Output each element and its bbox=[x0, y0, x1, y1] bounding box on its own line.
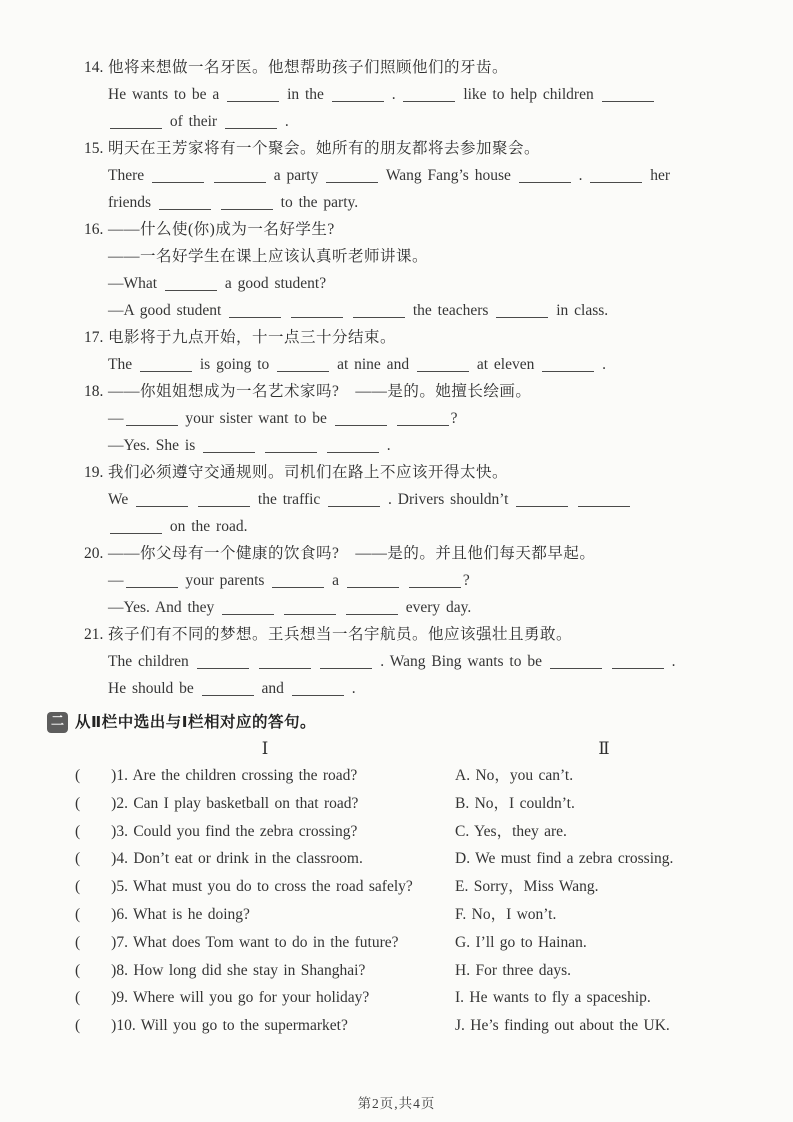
section-title: 从Ⅱ栏中选出与Ⅰ栏相对应的答句。 bbox=[75, 713, 316, 731]
chinese-prompt: ——你姐姐想成为一名艺术家吗? ——是的。她擅长绘画。 bbox=[108, 383, 532, 400]
chinese-prompt: 我们必须遵守交通规则。司机们在路上不应该开得太快。 bbox=[108, 464, 509, 481]
match-answer: J. He’s finding out about the UK. bbox=[455, 1017, 670, 1035]
match-row bbox=[47, 957, 753, 985]
column-2-header: Ⅱ bbox=[598, 739, 610, 758]
answer-blank bbox=[335, 412, 387, 426]
match-answer: H. For three days. bbox=[455, 961, 571, 979]
match-answer: C. Yes，they are. bbox=[455, 822, 567, 840]
answer-blank bbox=[203, 439, 255, 453]
answer-blank bbox=[590, 169, 642, 183]
answer-blank bbox=[346, 601, 398, 615]
match-row bbox=[47, 901, 753, 929]
match-row bbox=[47, 762, 753, 790]
english-fill-line: —Yes. And they every day. bbox=[108, 599, 472, 616]
chinese-prompt: ——一名好学生在课上应该认真听老师讲课。 bbox=[108, 248, 429, 265]
english-fill-line: The is going to at nine and at eleven . bbox=[108, 356, 606, 373]
match-question: ( )5. What must you do to cross the road safely? bbox=[75, 878, 413, 896]
english-fill-line: He should be and . bbox=[108, 680, 356, 697]
chinese-prompt: ——什么使(你)成为一名好学生? bbox=[108, 221, 335, 238]
answer-blank bbox=[403, 88, 455, 102]
answer-blank bbox=[326, 169, 378, 183]
match-row bbox=[47, 1012, 753, 1040]
match-row bbox=[47, 818, 753, 846]
english-fill-line: on the road. bbox=[108, 513, 735, 540]
answer-blank bbox=[602, 88, 654, 102]
answer-blank bbox=[165, 277, 217, 291]
answer-blank bbox=[272, 574, 324, 588]
answer-blank bbox=[259, 655, 311, 669]
page-footer: 第2页,共4页 bbox=[357, 1096, 436, 1111]
answer-blank bbox=[202, 682, 254, 696]
match-answer: D. We must find a zebra crossing. bbox=[455, 850, 674, 868]
answer-blank bbox=[292, 682, 344, 696]
section-header bbox=[47, 709, 753, 735]
answer-blank bbox=[126, 412, 178, 426]
exercise-item-16 bbox=[85, 216, 735, 324]
answer-blank bbox=[397, 412, 449, 426]
chinese-line bbox=[85, 54, 735, 81]
exercise-item-21 bbox=[85, 621, 735, 702]
match-answer: F. No，I won’t. bbox=[455, 905, 557, 923]
match-row bbox=[47, 790, 753, 818]
english-fill-line: — your parents a ? bbox=[108, 572, 470, 589]
answer-blank bbox=[152, 169, 204, 183]
match-answer: G. I’ll go to Hainan. bbox=[455, 933, 587, 951]
match-row bbox=[47, 984, 753, 1012]
answer-blank bbox=[516, 493, 568, 507]
answer-blank bbox=[265, 439, 317, 453]
item-number: 20. bbox=[84, 545, 104, 562]
exercise-item-14 bbox=[85, 54, 735, 135]
answer-blank bbox=[328, 493, 380, 507]
answer-blank bbox=[229, 304, 281, 318]
chinese-line bbox=[85, 540, 735, 567]
exercise-item-20 bbox=[85, 540, 735, 621]
column-headers bbox=[47, 735, 753, 762]
item-number: 17. bbox=[84, 329, 104, 346]
section-number-badge: 二 bbox=[47, 712, 68, 733]
english-fill-line: —What a good student? bbox=[108, 275, 327, 292]
chinese-line bbox=[85, 324, 735, 351]
answer-blank bbox=[277, 358, 329, 372]
match-question: ( )4. Don’t eat or drink in the classroom. bbox=[75, 850, 363, 868]
item-number: 21. bbox=[84, 626, 104, 643]
answer-blank bbox=[198, 493, 250, 507]
answer-blank bbox=[347, 574, 399, 588]
english-fill-line: There a party Wang Fang’s house . her bbox=[108, 167, 671, 184]
english-fill-line: — your sister want to be ? bbox=[108, 410, 458, 427]
match-question: ( )8. How long did she stay in Shanghai? bbox=[75, 961, 366, 979]
match-question: ( )7. What does Tom want to do in the future? bbox=[75, 933, 399, 951]
answer-blank bbox=[417, 358, 469, 372]
chinese-prompt: ——你父母有一个健康的饮食吗? ——是的。并且他们每天都早起。 bbox=[108, 545, 596, 562]
matching-section bbox=[0, 709, 793, 1040]
chinese-line bbox=[85, 216, 735, 243]
answer-blank bbox=[110, 520, 162, 534]
answer-blank bbox=[136, 493, 188, 507]
answer-blank bbox=[291, 304, 343, 318]
chinese-prompt: 明天在王芳家将有一个聚会。她所有的朋友都将去参加聚会。 bbox=[108, 140, 541, 157]
answer-blank bbox=[320, 655, 372, 669]
answer-blank bbox=[222, 601, 274, 615]
exercise-item-19 bbox=[85, 459, 735, 540]
english-fill-line: —Yes. She is . bbox=[108, 437, 391, 454]
answer-blank bbox=[140, 358, 192, 372]
match-question: ( )10. Will you go to the supermarket? bbox=[75, 1017, 348, 1035]
english-fill-line: He wants to be a in the . like to help children bbox=[108, 81, 735, 108]
chinese-prompt: 电影将于九点开始，十一点三十分结束。 bbox=[108, 329, 397, 346]
chinese-prompt: 孩子们有不同的梦想。王兵想当一名宇航员。他应该强壮且勇敢。 bbox=[108, 626, 573, 643]
match-answer: A. No，you can’t. bbox=[455, 767, 574, 784]
answer-blank bbox=[519, 169, 571, 183]
item-number: 14. bbox=[84, 59, 104, 76]
item-number: 15. bbox=[84, 140, 104, 157]
english-fill-line: —A good student the teachers in class. bbox=[108, 302, 609, 319]
answer-blank bbox=[612, 655, 664, 669]
answer-blank bbox=[221, 196, 273, 210]
chinese-line bbox=[108, 243, 735, 270]
match-question: ( )6. What is he doing? bbox=[75, 905, 250, 923]
item-number: 16. bbox=[84, 221, 104, 238]
answer-blank bbox=[214, 169, 266, 183]
match-answer: I. He wants to fly a spaceship. bbox=[455, 989, 651, 1007]
match-row bbox=[47, 929, 753, 957]
answer-blank bbox=[332, 88, 384, 102]
match-row bbox=[47, 845, 753, 873]
english-fill-line: friends to the party. bbox=[108, 194, 359, 211]
answer-blank bbox=[542, 358, 594, 372]
answer-blank bbox=[353, 304, 405, 318]
match-question: ( )2. Can I play basketball on that road? bbox=[75, 794, 359, 812]
item-number: 19. bbox=[84, 464, 104, 481]
answer-blank bbox=[225, 115, 277, 129]
english-fill-line: We the traffic . Drivers shouldn’t bbox=[108, 486, 735, 513]
chinese-line bbox=[85, 378, 735, 405]
chinese-prompt: 他将来想做一名牙医。他想帮助孩子们照顾他们的牙齿。 bbox=[108, 59, 509, 76]
item-number: 18. bbox=[84, 383, 104, 400]
exercise-item-15 bbox=[85, 135, 735, 216]
answer-blank bbox=[227, 88, 279, 102]
answer-blank bbox=[159, 196, 211, 210]
answer-blank bbox=[327, 439, 379, 453]
chinese-line bbox=[85, 459, 735, 486]
answer-blank bbox=[409, 574, 461, 588]
answer-blank bbox=[496, 304, 548, 318]
match-question: ( )9. Where will you go for your holiday? bbox=[75, 989, 370, 1007]
match-question: ( )3. Could you find the zebra crossing? bbox=[75, 822, 358, 840]
answer-blank bbox=[110, 115, 162, 129]
answer-blank bbox=[126, 574, 178, 588]
answer-blank bbox=[578, 493, 630, 507]
chinese-line bbox=[85, 135, 735, 162]
english-fill-line: The children . Wang Bing wants to be . bbox=[108, 653, 676, 670]
match-row bbox=[47, 873, 753, 901]
match-answer: E. Sorry，Miss Wang. bbox=[455, 878, 599, 896]
answer-blank bbox=[197, 655, 249, 669]
fill-in-blank-section bbox=[0, 54, 793, 702]
english-fill-line: of their . bbox=[108, 108, 735, 135]
answer-blank bbox=[284, 601, 336, 615]
column-1-header: Ⅰ bbox=[261, 739, 269, 758]
match-question: ( )1. Are the children crossing the road? bbox=[75, 767, 358, 784]
exercise-item-17 bbox=[85, 324, 735, 378]
exercise-item-18 bbox=[85, 378, 735, 459]
answer-blank bbox=[550, 655, 602, 669]
match-answer: B. No，I couldn’t. bbox=[455, 794, 575, 812]
chinese-line bbox=[85, 621, 735, 648]
